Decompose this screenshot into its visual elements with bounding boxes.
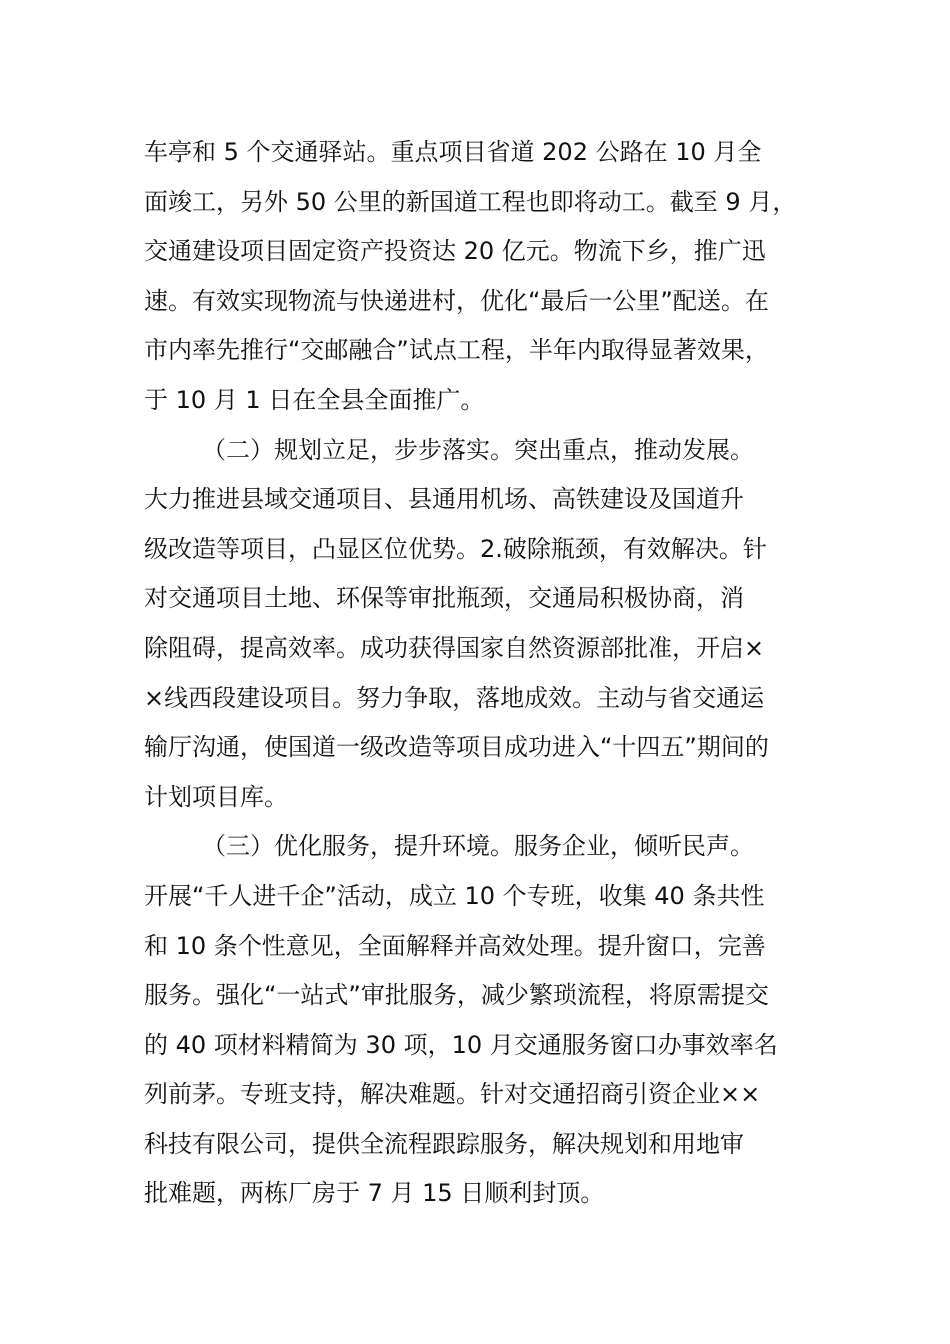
text-line-4: 速。有效实现物流与快递进村，优化“最后一公里”配送。在 <box>144 286 769 315</box>
text-line-20: 列前茅。专班支持，解决难题。针对交通招商引资企业×× <box>144 1080 761 1109</box>
text-line-13: 输厅沟通，使国道一级改造等项目成功进入“十四五”期间的 <box>144 733 769 762</box>
body-text <box>144 128 814 1219</box>
text-line-11: 除阻碍，提高效率。成功获得国家自然资源部批准，开启× <box>144 633 765 662</box>
text-line-8: 大力推进县域交通项目、县通用机场、高铁建设及国道升 <box>144 485 744 514</box>
text-line-1: 车亭和 5 个交通驿站。重点项目省道 202 公路在 10 月全 <box>144 138 762 166</box>
text-line-6: 于 10 月 1 日在全县全面推广。 <box>144 385 485 414</box>
text-line-9: 级改造等项目，凸显区位优势。2.破除瓶颈，有效解决。针 <box>144 534 767 563</box>
text-line-10: 对交通项目土地、环保等审批瓶颈，交通局积极协商，消 <box>144 584 744 613</box>
text-line-21: 科技有限公司，提供全流程跟踪服务，解决规划和用地审 <box>144 1129 744 1158</box>
text-line-17: 和 10 条个性意见，全面解释并高效处理。提升窗口，完善 <box>144 931 766 960</box>
text-line-2: 面竣工，另外 50 公里的新国道工程也即将动工。截至 9 月， <box>144 187 797 216</box>
text-line-14: 计划项目库。 <box>144 782 288 811</box>
text-line-19: 的 40 项材料精简为 30 项，10 月交通服务窗口办事效率名 <box>144 1030 778 1059</box>
text-line-5: 市内率先推行“交邮融合”试点工程，半年内取得显著效果， <box>144 336 769 365</box>
section-heading-3: （三）优化服务，提升环境。服务企业，倾听民声。 <box>202 832 754 861</box>
text-line-22: 批难题，两栋厂房于 7 月 15 日顺利封顶。 <box>144 1179 605 1208</box>
text-line-12: ×线西段建设项目。努力争取，落地成效。主动与省交通运 <box>144 683 765 712</box>
section-heading-2: （二）规划立足，步步落实。突出重点，推动发展。 <box>202 435 754 464</box>
text-line-18: 服务。强化“一站式”审批服务，减少繁琐流程，将原需提交 <box>144 981 769 1010</box>
text-line-16: 开展“千人进千企”活动，成立 10 个专班，收集 40 条共性 <box>144 881 765 910</box>
text-line-3: 交通建设项目固定资产投资达 20 亿元。物流下乡，推广迅 <box>144 237 766 266</box>
